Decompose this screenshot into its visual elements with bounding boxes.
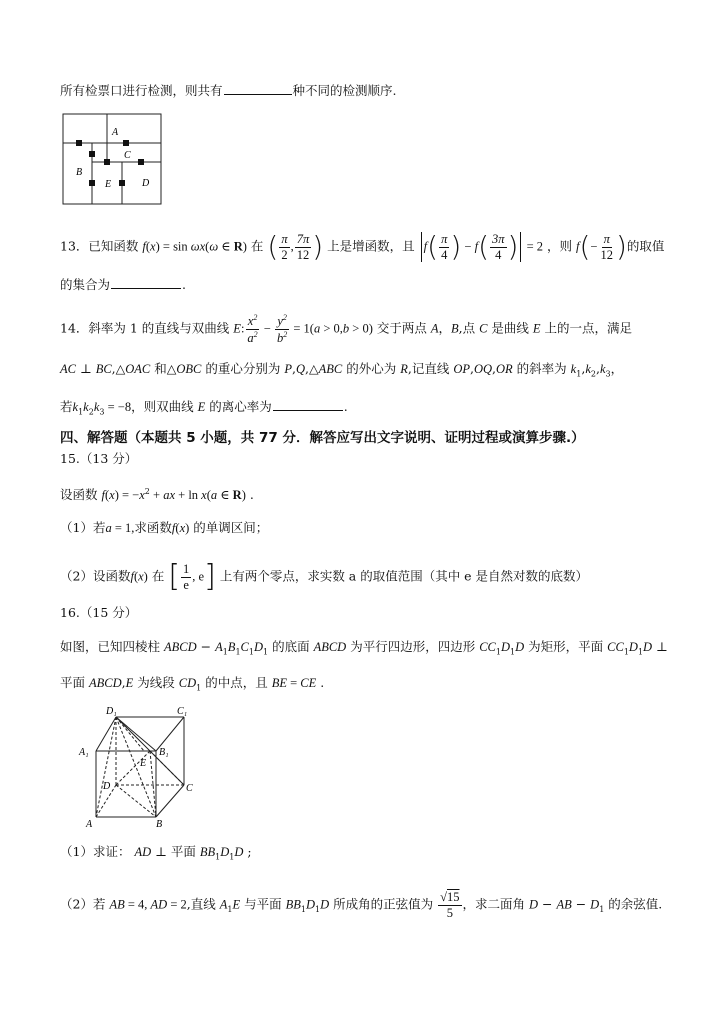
checkpoint-marker: [104, 159, 110, 165]
vertex-label: A: [86, 819, 93, 830]
vertex-label: C: [186, 783, 193, 794]
q15-header: 15.（13 分）: [60, 451, 138, 466]
vertex-label: B₁: [159, 747, 169, 758]
answer-blank: [224, 80, 292, 95]
checkpoint-marker: [89, 180, 95, 186]
q16-line1: 如图，已知四棱柱 ABCD − $A_1B_1C_1D_1$ 的底面 ABCD 为平行四边形，四边形 $CC_1D_1D$ 为矩形，平面 $CC_1D_1D$ ⊥: [60, 639, 668, 657]
q16-part2: （2）若 AB = 4, AD = 2,直线 $A_1E$ 与平面 $BB_1D_1D$ 所成角的正弦值为 $\frac{√15}{5}$ ，求二面角 D − AB − $D_1$ 的余弦值.: [60, 890, 663, 920]
q15-part1: （1）若a = 1,求函数f(x) 的单调区间；: [60, 520, 269, 535]
vertex-label: E: [140, 758, 147, 769]
q13-line2: 的集合为 .: [60, 274, 186, 295]
region-label: B: [76, 167, 83, 178]
vertex-label: D: [103, 781, 111, 792]
checkpoint-marker: [119, 180, 125, 186]
checkpoint-marker: [138, 159, 144, 165]
checkpoint-marker: [76, 140, 82, 146]
answer-blank: [111, 274, 181, 289]
q16-part1: （1）求证： AD ⊥ 平面 $BB_1D_1D$ ;: [60, 844, 252, 862]
q16-line2: 平面 ABCD,E 为线段 $CD_1$ 的中点，且 BE = CE .: [60, 675, 325, 693]
vertex-label: C₁: [177, 706, 188, 717]
section-title: 四、解答题（本题共 5 小题，共 77 分．解答应写出文字说明、证明过程或演算步骤.）: [60, 430, 585, 446]
region-label: A: [112, 127, 119, 138]
vertex-label: A₁: [79, 747, 89, 758]
q15-part2: （2）设函数f(x) 在 [ $\frac{1}{e}$ , e] 上有两个零点，求实数 a 的取值范围（其中 e 是自然对数的底数）: [60, 559, 589, 594]
region-label: E: [105, 179, 112, 190]
checkpoint-diagram: [62, 113, 162, 205]
answer-blank: [273, 396, 343, 411]
q16-header: 16.（15 分）: [60, 605, 138, 620]
checkpoint-marker: [89, 151, 95, 157]
vertex-label: D₁: [106, 706, 117, 717]
vertex-label: B: [156, 819, 163, 830]
q14-line2: AC ⊥ BC,△OAC 和△OBC 的重心分别为 P,Q,△ABC 的外心为 R,记直线 OP,OQ,OR 的斜率为 $k_1,k_2,k_3$，: [60, 361, 624, 379]
region-label: C: [124, 150, 131, 161]
region-label: D: [142, 178, 150, 189]
prism-diagram: [76, 705, 196, 830]
checkpoint-marker: [123, 140, 129, 146]
q14-line1: 14．斜率为 1 的直线与双曲线 E: $\frac{x^2}{a^2}$ − $\frac{y^2}{b^2}$ = 1(a > 0,b > 0) 交于两点 A，B,点 C 是曲线 E 上的一点，满足: [60, 313, 633, 345]
q13-line1: 13．已知函数 f(x) = sin ωx(ω ∈ R) 在 ( $\frac{\pi}{2}$ , $\frac{7\pi}{12}$ ) 上是增函数，且 f( $\frac{\pi}{4}$ ) − f( $\frac{3\pi}{4}$ ) = 2 ，则 f(− $\frac{\pi}{12}$ )的取值: [60, 230, 665, 263]
q12-line: 所有检票口进行检测，则共有 种不同的检测顺序.: [60, 80, 397, 101]
q15-intro: 设函数 $f(x) = -x^2$ + ax + ln x(a ∈ R) .: [60, 487, 254, 503]
q14-line3: 若$k_1k_2k_3 = -8$，则双曲线 E 的离心率为 .: [60, 396, 348, 423]
